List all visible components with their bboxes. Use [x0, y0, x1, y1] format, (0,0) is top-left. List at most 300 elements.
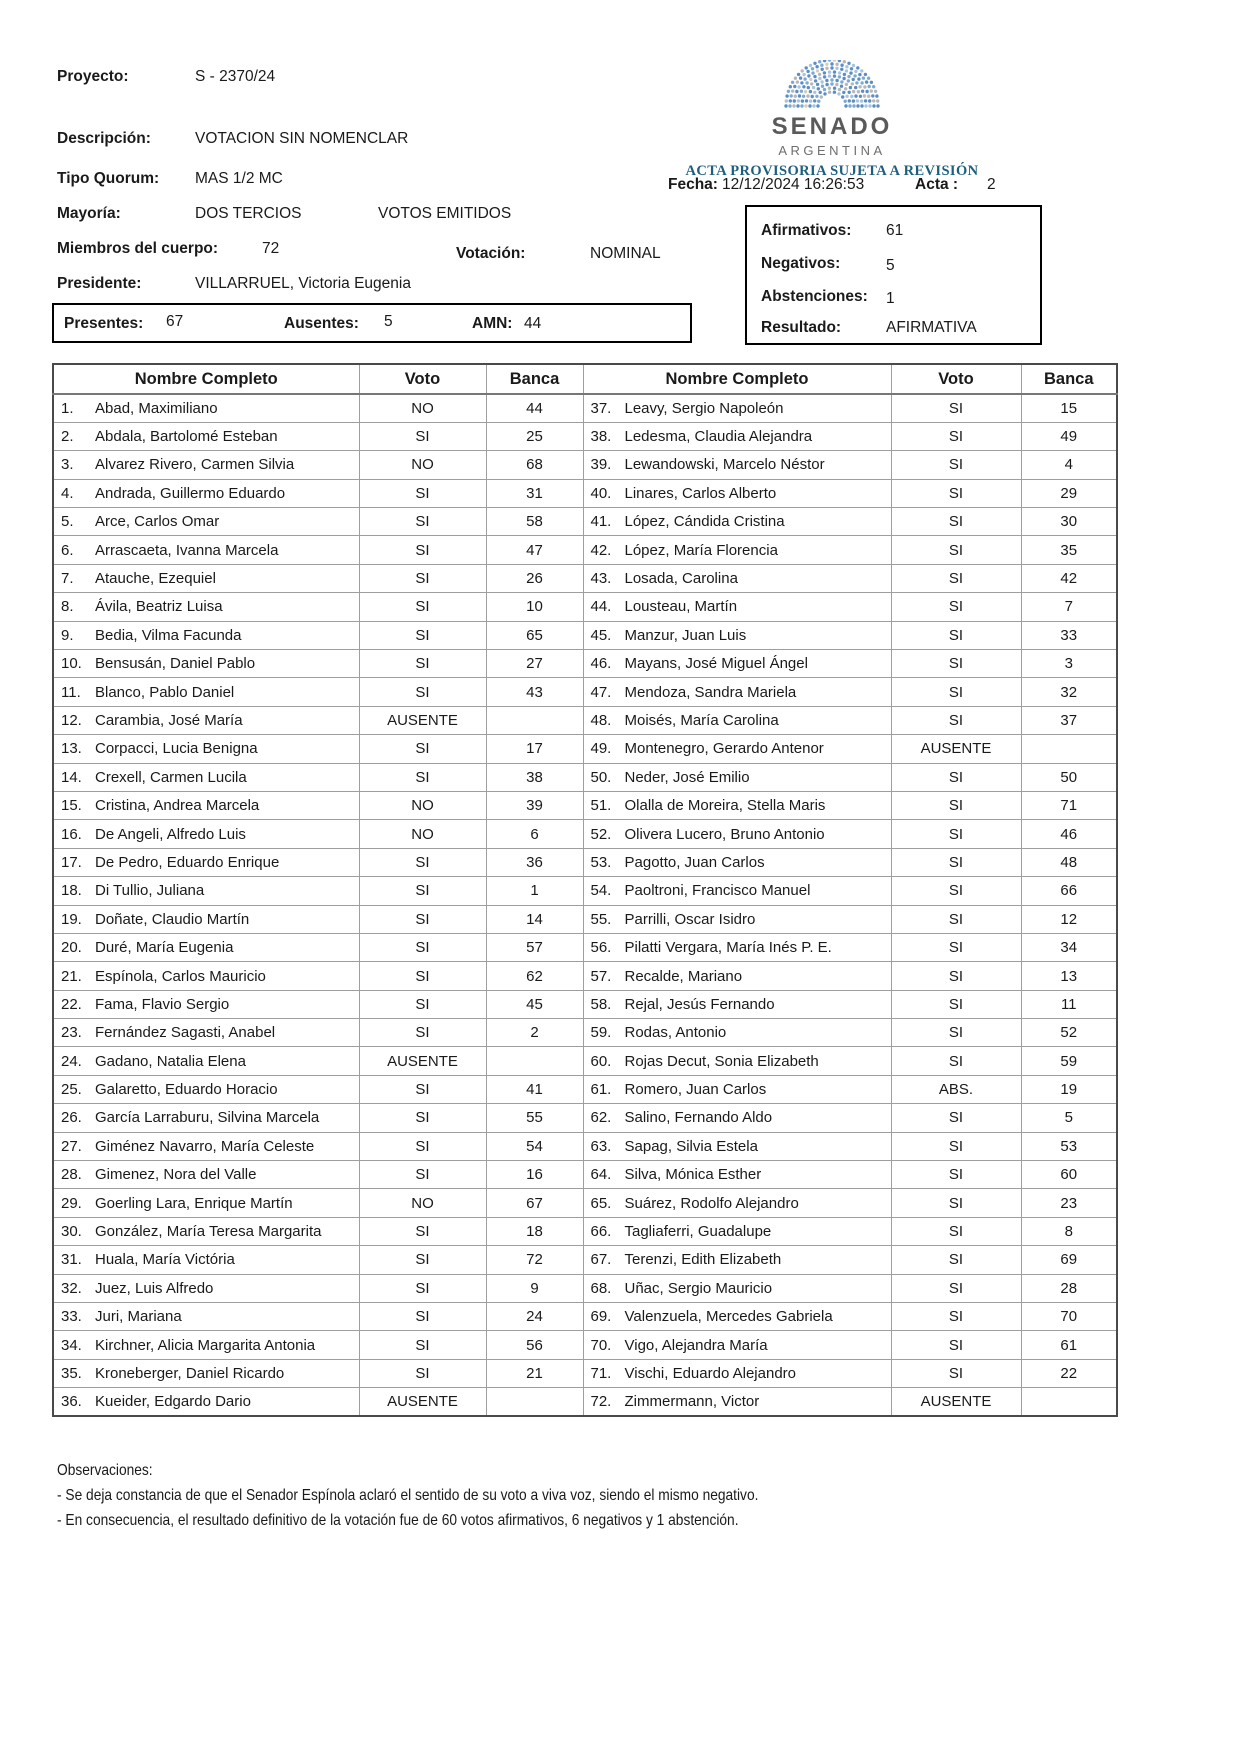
senator-name-cell — [53, 848, 359, 876]
senator-name-cell — [53, 621, 359, 649]
table-row — [53, 564, 1117, 592]
table-row — [53, 1388, 1117, 1416]
senator-name: Mendoza, Sandra Mariela — [624, 683, 797, 701]
presentes-value: 67 — [166, 313, 184, 330]
banca-cell: 33 — [1021, 621, 1117, 649]
senator-name: Recalde, Mariano — [624, 967, 743, 985]
presidente-label: Presidente: — [57, 275, 142, 292]
banca-cell: 15 — [1021, 394, 1117, 422]
senator-name-cell — [53, 735, 359, 763]
banca-cell: 54 — [486, 1132, 583, 1160]
banca-cell: 9 — [486, 1274, 583, 1302]
senator-number: 44. — [590, 598, 612, 616]
senator-name: Juez, Luis Alfredo — [95, 1279, 214, 1297]
senator-name-cell — [583, 1331, 891, 1359]
senator-name-cell — [583, 1019, 891, 1047]
vote-table — [52, 363, 1118, 1417]
proyecto-label: Proyecto: — [57, 68, 129, 85]
senator-number: 25. — [61, 1081, 82, 1099]
table-row — [53, 1359, 1117, 1387]
vote-cell: NO — [359, 791, 486, 819]
banca-cell: 65 — [486, 621, 583, 649]
banca-cell: 26 — [486, 564, 583, 592]
vote-cell: SI — [359, 962, 486, 990]
table-row — [53, 791, 1117, 819]
senator-name: Blanco, Pablo Daniel — [95, 683, 235, 701]
senator-number: 57. — [590, 967, 612, 985]
senator-name-cell — [53, 1331, 359, 1359]
vote-cell: SI — [891, 990, 1021, 1018]
senator-number: 42. — [590, 541, 612, 559]
col-header-nombre: Nombre Completo — [53, 364, 359, 394]
vote-cell: SI — [891, 650, 1021, 678]
senator-number: 32. — [61, 1279, 82, 1297]
senator-name-cell — [583, 564, 891, 592]
senator-name: Sapag, Silvia Estela — [624, 1137, 758, 1155]
vote-cell: SI — [891, 962, 1021, 990]
banca-cell: 57 — [486, 933, 583, 961]
banca-cell: 14 — [486, 905, 583, 933]
table-row — [53, 1189, 1117, 1217]
banca-cell: 44 — [486, 394, 583, 422]
acta-banner: ACTA PROVISORIA SUJETA A REVISIÓN — [685, 163, 979, 179]
senator-name-cell — [583, 678, 891, 706]
senator-name: De Pedro, Eduardo Enrique — [95, 853, 280, 871]
senator-name: Parrilli, Oscar Isidro — [624, 910, 756, 928]
banca-cell: 71 — [1021, 791, 1117, 819]
banca-cell: 72 — [486, 1246, 583, 1274]
senator-name-cell — [583, 1132, 891, 1160]
senator-name-cell — [583, 394, 891, 422]
vote-cell: AUSENTE — [891, 1388, 1021, 1416]
senator-name: Giménez Navarro, María Celeste — [95, 1137, 315, 1155]
senator-number: 8. — [61, 598, 74, 616]
vote-cell: SI — [359, 1132, 486, 1160]
senator-name-cell — [583, 1104, 891, 1132]
senator-number: 19. — [61, 910, 82, 928]
senator-name-cell — [583, 650, 891, 678]
tipo-quorum-label: Tipo Quorum: — [57, 170, 160, 187]
vote-cell: SI — [359, 763, 486, 791]
banca-cell: 2 — [486, 1019, 583, 1047]
table-row — [53, 848, 1117, 876]
senator-number: 31. — [61, 1251, 82, 1269]
banca-cell: 42 — [1021, 564, 1117, 592]
senator-number: 60. — [590, 1052, 612, 1070]
banca-cell: 32 — [1021, 678, 1117, 706]
vote-cell: AUSENTE — [359, 706, 486, 734]
table-row — [53, 905, 1117, 933]
senator-name: Rejal, Jesús Fernando — [624, 995, 775, 1013]
acta-value: 2 — [987, 176, 996, 193]
senator-name: Pagotto, Juan Carlos — [624, 853, 765, 871]
senator-name: Arce, Carlos Omar — [95, 513, 220, 531]
vote-table-body — [53, 394, 1117, 1416]
vote-cell: SI — [891, 1104, 1021, 1132]
vote-cell: AUSENTE — [359, 1047, 486, 1075]
abstenciones-value: 1 — [886, 290, 895, 307]
senator-name: Galaretto, Eduardo Horacio — [95, 1081, 278, 1099]
banca-cell: 66 — [1021, 877, 1117, 905]
senator-number: 22. — [61, 995, 82, 1013]
banca-cell: 48 — [1021, 848, 1117, 876]
table-row — [53, 990, 1117, 1018]
senator-name: Alvarez Rivero, Carmen Silvia — [95, 456, 295, 474]
senator-number: 65. — [590, 1194, 612, 1212]
vote-cell: SI — [359, 1104, 486, 1132]
senator-number: 49. — [590, 740, 612, 758]
vote-cell: SI — [359, 678, 486, 706]
senator-name: Tagliaferri, Guadalupe — [624, 1223, 772, 1241]
senator-name-cell — [583, 593, 891, 621]
senator-number: 68. — [590, 1279, 612, 1297]
table-row — [53, 706, 1117, 734]
banca-cell: 45 — [486, 990, 583, 1018]
banca-cell: 13 — [1021, 962, 1117, 990]
banca-cell: 4 — [1021, 451, 1117, 479]
banca-cell — [1021, 1388, 1117, 1416]
senator-name-cell — [583, 763, 891, 791]
senator-name-cell — [53, 1132, 359, 1160]
vote-cell: SI — [891, 1132, 1021, 1160]
senator-name: Rojas Decut, Sonia Elizabeth — [624, 1052, 819, 1070]
senator-number: 7. — [61, 570, 74, 588]
ausentes-label: Ausentes: — [284, 315, 359, 332]
senator-name-cell — [53, 564, 359, 592]
table-row — [53, 1274, 1117, 1302]
resultado-label: Resultado: — [761, 319, 842, 336]
descripcion-label: Descripción: — [57, 130, 151, 147]
banca-cell: 24 — [486, 1303, 583, 1331]
senator-number: 71. — [590, 1364, 612, 1382]
proyecto-value: S - 2370/24 — [195, 68, 276, 85]
fecha-label: Fecha: — [668, 176, 718, 193]
senator-name: Silva, Mónica Esther — [624, 1166, 762, 1184]
vote-cell: SI — [359, 1019, 486, 1047]
senator-number: 27. — [61, 1137, 82, 1155]
vote-cell: SI — [359, 593, 486, 621]
senator-name-cell — [53, 933, 359, 961]
senator-name-cell — [583, 877, 891, 905]
banca-cell: 38 — [486, 763, 583, 791]
senator-name-cell — [53, 1388, 359, 1416]
banca-cell: 37 — [1021, 706, 1117, 734]
senator-number: 35. — [61, 1364, 82, 1382]
banca-cell: 69 — [1021, 1246, 1117, 1274]
senator-name-cell — [53, 763, 359, 791]
senator-name-cell — [53, 1161, 359, 1189]
banca-cell: 25 — [486, 422, 583, 450]
banca-cell: 16 — [486, 1161, 583, 1189]
senator-number: 26. — [61, 1109, 82, 1127]
vote-cell: SI — [891, 451, 1021, 479]
senator-number: 28. — [61, 1166, 82, 1184]
banca-cell: 50 — [1021, 763, 1117, 791]
senate-hemicycle-icon — [752, 60, 912, 108]
senator-number: 52. — [590, 825, 612, 843]
col-header-banca: Banca — [1021, 364, 1117, 394]
senator-name-cell — [583, 791, 891, 819]
senator-number: 6. — [61, 541, 74, 559]
senator-name-cell — [53, 1303, 359, 1331]
col-header-voto: Voto — [891, 364, 1021, 394]
senator-name-cell — [53, 1189, 359, 1217]
senator-name: Carambia, José María — [95, 711, 243, 729]
senator-name: Terenzi, Edith Elizabeth — [624, 1251, 782, 1269]
vote-cell: SI — [891, 1019, 1021, 1047]
mayoria-label: Mayoría: — [57, 205, 121, 222]
vote-cell: SI — [359, 564, 486, 592]
banca-cell: 1 — [486, 877, 583, 905]
vote-cell: SI — [359, 1217, 486, 1245]
table-row — [53, 422, 1117, 450]
senator-name-cell — [53, 905, 359, 933]
vote-cell: SI — [891, 621, 1021, 649]
vote-cell: SI — [891, 933, 1021, 961]
vote-cell: NO — [359, 451, 486, 479]
afirmativos-value: 61 — [886, 222, 904, 239]
vote-cell: SI — [891, 1246, 1021, 1274]
banca-cell: 43 — [486, 678, 583, 706]
senator-name: Uñac, Sergio Mauricio — [624, 1279, 773, 1297]
senator-number: 70. — [590, 1336, 612, 1354]
vote-cell: SI — [891, 791, 1021, 819]
senator-name-cell — [53, 508, 359, 536]
senator-name-cell — [583, 735, 891, 763]
senator-name: Leavy, Sergio Napoleón — [624, 399, 784, 417]
senator-name: Ávila, Beatriz Luisa — [95, 598, 223, 616]
senator-name-cell — [53, 451, 359, 479]
senator-number: 43. — [590, 570, 612, 588]
vote-cell: SI — [891, 848, 1021, 876]
senator-name: Romero, Juan Carlos — [624, 1081, 767, 1099]
descripcion-value: VOTACION SIN NOMENCLAR — [195, 130, 409, 147]
vote-cell: SI — [891, 479, 1021, 507]
vote-cell: SI — [359, 479, 486, 507]
senator-number: 37. — [590, 399, 612, 417]
banca-cell: 39 — [486, 791, 583, 819]
senator-number: 50. — [590, 768, 612, 786]
table-row — [53, 933, 1117, 961]
senator-name-cell — [53, 536, 359, 564]
banca-cell — [486, 1388, 583, 1416]
vote-cell: SI — [891, 1217, 1021, 1245]
senator-number: 33. — [61, 1308, 82, 1326]
banca-cell: 41 — [486, 1075, 583, 1103]
senator-name-cell — [583, 451, 891, 479]
senator-name-cell — [583, 508, 891, 536]
senator-name: Andrada, Guillermo Eduardo — [95, 484, 286, 502]
senator-name-cell — [583, 1217, 891, 1245]
vote-cell: SI — [891, 763, 1021, 791]
banca-cell: 62 — [486, 962, 583, 990]
table-row — [53, 479, 1117, 507]
senator-number: 41. — [590, 513, 612, 531]
senator-name: Rodas, Antonio — [624, 1024, 727, 1042]
banca-cell — [486, 1047, 583, 1075]
senator-name-cell — [53, 422, 359, 450]
miembros-value: 72 — [262, 240, 280, 257]
senator-name: Olalla de Moreira, Stella Maris — [624, 797, 826, 815]
observaciones-line: - En consecuencia, el resultado definitivo de la votación fue de 60 votos afirmativos, 6 negativos y 1 abstención. — [57, 1512, 739, 1529]
fecha-value: 12/12/2024 16:26:53 — [722, 176, 865, 193]
senator-number: 15. — [61, 797, 82, 815]
observaciones-block — [57, 1458, 873, 1533]
banca-cell: 11 — [1021, 990, 1117, 1018]
senator-name-cell — [583, 848, 891, 876]
vote-cell: SI — [891, 1331, 1021, 1359]
senator-number: 55. — [590, 910, 612, 928]
senator-name: Zimmermann, Victor — [624, 1393, 760, 1411]
senator-number: 17. — [61, 853, 82, 871]
banca-cell: 56 — [486, 1331, 583, 1359]
vote-cell: SI — [891, 593, 1021, 621]
senator-number: 34. — [61, 1336, 82, 1354]
banca-cell: 17 — [486, 735, 583, 763]
senator-name: Vischi, Eduardo Alejandro — [624, 1364, 797, 1382]
votacion-value: NOMINAL — [590, 245, 661, 262]
banca-cell: 60 — [1021, 1161, 1117, 1189]
table-row — [53, 1104, 1117, 1132]
senator-name: Kueider, Edgardo Dario — [95, 1393, 251, 1411]
senator-name-cell — [583, 1047, 891, 1075]
senator-name: Bedia, Vilma Facunda — [95, 626, 242, 644]
vote-cell: SI — [359, 1161, 486, 1189]
abstenciones-label: Abstenciones: — [761, 288, 868, 305]
senator-number: 10. — [61, 655, 82, 673]
mayoria-value: DOS TERCIOS — [195, 205, 302, 222]
table-row — [53, 1019, 1117, 1047]
banca-cell: 30 — [1021, 508, 1117, 536]
senator-number: 72. — [590, 1393, 612, 1411]
senator-name-cell — [53, 820, 359, 848]
senator-number: 59. — [590, 1024, 612, 1042]
senator-name: López, Cándida Cristina — [624, 513, 785, 531]
banca-cell: 8 — [1021, 1217, 1117, 1245]
banca-cell: 28 — [1021, 1274, 1117, 1302]
senator-number: 30. — [61, 1223, 82, 1241]
senator-number: 64. — [590, 1166, 612, 1184]
senator-name: Linares, Carlos Alberto — [624, 484, 777, 502]
senator-name: Lousteau, Martín — [624, 598, 738, 616]
banca-cell: 61 — [1021, 1331, 1117, 1359]
table-row — [53, 536, 1117, 564]
senator-number: 54. — [590, 882, 612, 900]
senator-name-cell — [53, 650, 359, 678]
senator-number: 2. — [61, 428, 74, 446]
senator-name: Valenzuela, Mercedes Gabriela — [624, 1308, 833, 1326]
senator-name-cell — [53, 678, 359, 706]
banca-cell: 22 — [1021, 1359, 1117, 1387]
senator-name: Neder, José Emilio — [624, 768, 750, 786]
banca-cell: 55 — [486, 1104, 583, 1132]
senator-name-cell — [53, 479, 359, 507]
table-row — [53, 820, 1117, 848]
vote-cell: SI — [359, 933, 486, 961]
vote-table-header-row — [53, 364, 1117, 394]
vote-cell: SI — [891, 706, 1021, 734]
senator-number: 45. — [590, 626, 612, 644]
senator-name: Mayans, José Miguel Ángel — [624, 655, 808, 673]
senator-name-cell — [583, 933, 891, 961]
senator-name-cell — [53, 1047, 359, 1075]
vote-cell: SI — [891, 422, 1021, 450]
senator-name: Bensusán, Daniel Pablo — [95, 655, 256, 673]
senator-number: 40. — [590, 484, 612, 502]
vote-cell: SI — [359, 536, 486, 564]
senator-name-cell — [53, 877, 359, 905]
senator-name-cell — [53, 990, 359, 1018]
amn-label: AMN: — [472, 315, 513, 332]
table-row — [53, 877, 1117, 905]
banca-cell: 36 — [486, 848, 583, 876]
senator-number: 39. — [590, 456, 612, 474]
vote-cell: SI — [891, 820, 1021, 848]
vote-cell: AUSENTE — [891, 735, 1021, 763]
amn-value: 44 — [524, 315, 542, 332]
tipo-quorum-value: MAS 1/2 MC — [195, 170, 283, 187]
vote-cell: SI — [891, 1161, 1021, 1189]
banca-cell: 53 — [1021, 1132, 1117, 1160]
table-row — [53, 621, 1117, 649]
vote-cell: NO — [359, 1189, 486, 1217]
vote-cell: SI — [891, 905, 1021, 933]
banca-cell: 31 — [486, 479, 583, 507]
banca-cell: 67 — [486, 1189, 583, 1217]
banca-cell: 70 — [1021, 1303, 1117, 1331]
vote-cell: SI — [359, 1303, 486, 1331]
senator-name: Goerling Lara, Enrique Martín — [95, 1194, 293, 1212]
senator-number: 21. — [61, 967, 82, 985]
senator-number: 23. — [61, 1024, 82, 1042]
senator-number: 63. — [590, 1137, 612, 1155]
vote-cell: SI — [891, 536, 1021, 564]
banca-cell: 29 — [1021, 479, 1117, 507]
senator-name: Fernández Sagasti, Anabel — [95, 1024, 276, 1042]
senator-number: 14. — [61, 768, 82, 786]
senator-number: 62. — [590, 1109, 612, 1127]
senator-name-cell — [53, 1104, 359, 1132]
banca-cell: 6 — [486, 820, 583, 848]
table-row — [53, 1132, 1117, 1160]
presentes-label: Presentes: — [64, 315, 144, 332]
banca-cell: 7 — [1021, 593, 1117, 621]
senator-name: García Larraburu, Silvina Marcela — [95, 1109, 320, 1127]
vote-cell: SI — [359, 1075, 486, 1103]
senator-name: Duré, María Eugenia — [95, 939, 234, 957]
senator-name-cell — [53, 593, 359, 621]
logo-subtitle: ARGENTINA — [778, 143, 886, 158]
senator-name-cell — [583, 1075, 891, 1103]
banca-cell: 5 — [1021, 1104, 1117, 1132]
senator-name: Pilatti Vergara, María Inés P. E. — [624, 939, 832, 957]
banca-cell: 27 — [486, 650, 583, 678]
acta-label: Acta : — [915, 176, 959, 193]
senator-name: Abad, Maximiliano — [95, 399, 218, 417]
table-row — [53, 1246, 1117, 1274]
senator-number: 38. — [590, 428, 612, 446]
senator-number: 58. — [590, 995, 612, 1013]
senator-name: Losada, Carolina — [624, 570, 738, 588]
senator-name-cell — [53, 1359, 359, 1387]
banca-cell: 68 — [486, 451, 583, 479]
senator-number: 20. — [61, 939, 82, 957]
banca-cell: 23 — [1021, 1189, 1117, 1217]
votos-emitidos-label: VOTOS EMITIDOS — [378, 205, 512, 222]
banca-cell: 10 — [486, 593, 583, 621]
table-row — [53, 1331, 1117, 1359]
observaciones-title: Observaciones: — [57, 1462, 153, 1479]
